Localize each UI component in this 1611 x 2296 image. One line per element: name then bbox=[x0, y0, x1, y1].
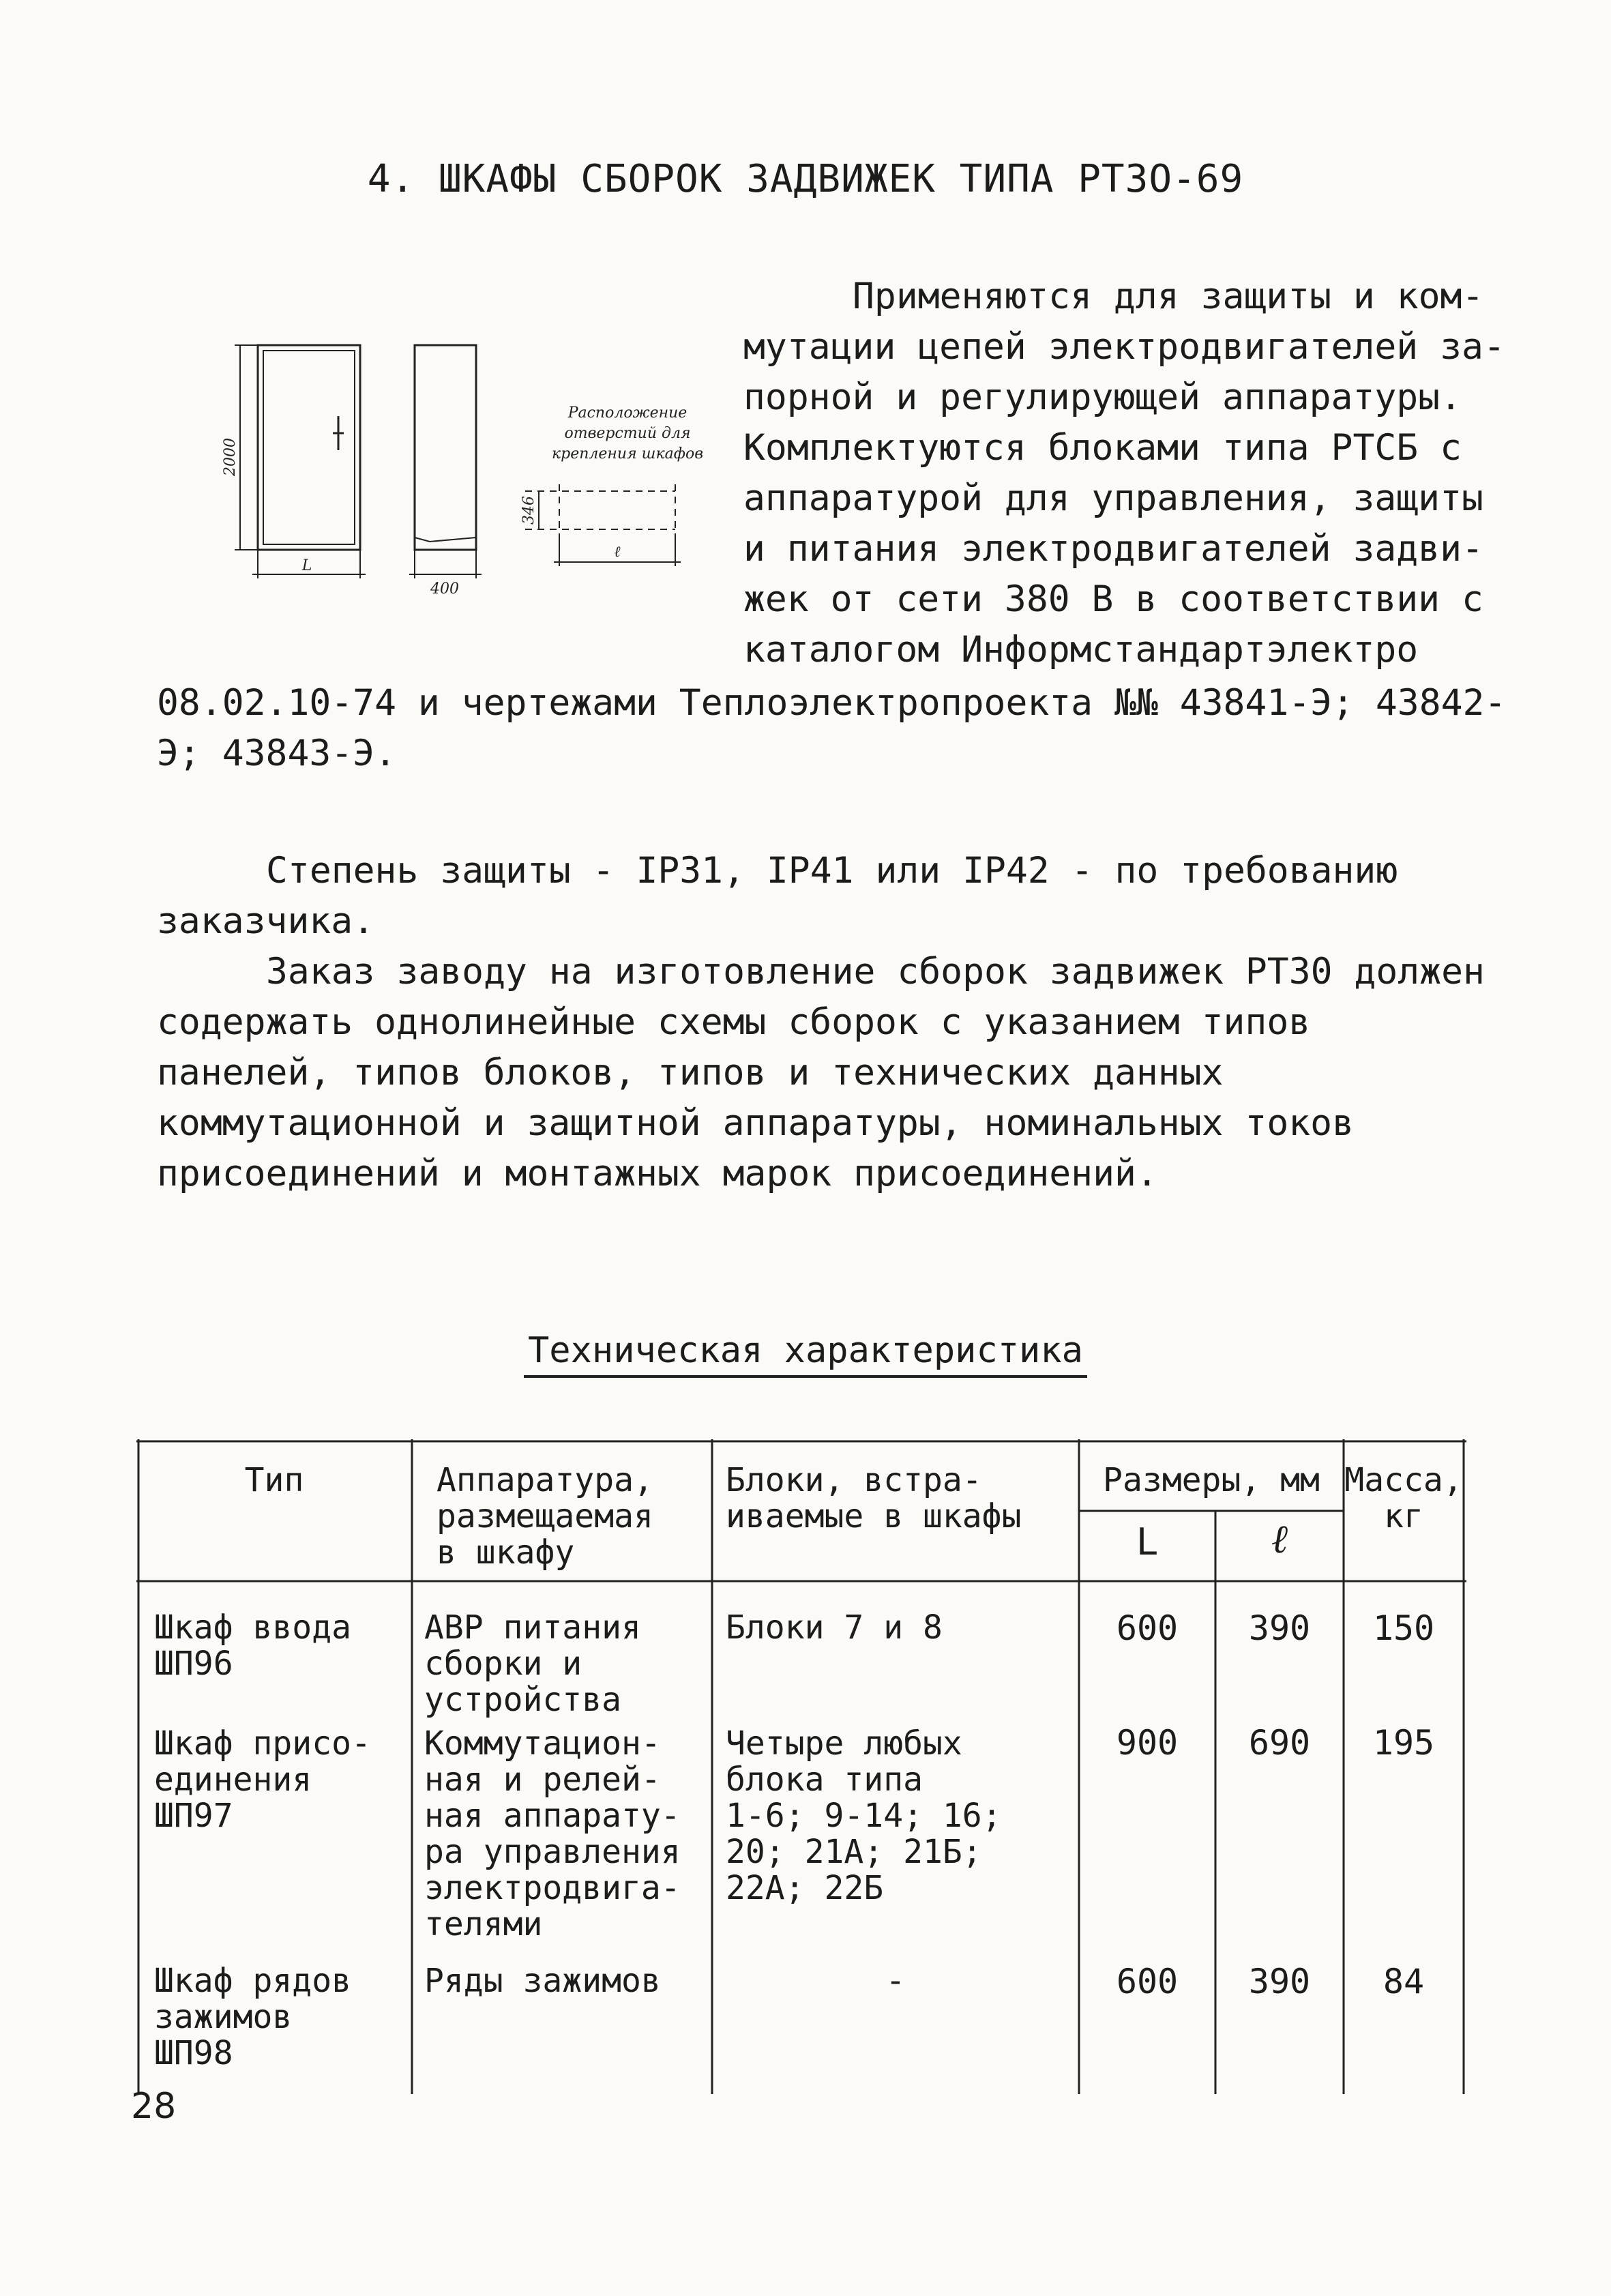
header-L: L bbox=[1136, 1520, 1159, 1563]
row2-mass: 195 bbox=[1372, 1723, 1435, 1763]
row1-mass: 150 bbox=[1372, 1608, 1435, 1648]
intro-line: каталогом Информстандартэлектро bbox=[743, 629, 1419, 671]
spec-table bbox=[136, 1439, 1466, 2094]
intro-continuation: 08.02.10-74 и чертежами Теплоэлектропроекта №№ 43841-Э; 43842-Э; 43843-Э. bbox=[157, 682, 1507, 774]
page-title: 4. ШКАФЫ СБОРОК ЗАДВИЖЕК ТИПА РТЗО-69 bbox=[367, 157, 1244, 201]
side-view bbox=[409, 345, 482, 578]
header-apparatus: Аппаратура, размещаемая в шкафу bbox=[437, 1461, 653, 1572]
dim-height-label: 2000 bbox=[222, 438, 239, 476]
row1-L: 600 bbox=[1116, 1608, 1179, 1648]
intro-line: жек от сети 380 В в соответствии с bbox=[743, 578, 1483, 620]
header-type: Тип bbox=[244, 1461, 304, 1499]
row2-L: 900 bbox=[1116, 1723, 1179, 1763]
intro-line: и питания электродвигателей задви- bbox=[743, 528, 1483, 570]
page-number: 28 bbox=[131, 2086, 177, 2127]
row2-type: Шкаф присо- единения ШП97 bbox=[154, 1724, 371, 1835]
dim-small-label: 346 bbox=[520, 496, 537, 525]
dim-l-label: ℓ bbox=[614, 544, 621, 561]
order-paragraph: Заказ заводу на изготовление сборок задвижек РТ30 должен содержать однолинейные схемы сборок с указанием типов панелей, типов блоков, типов и технических данных коммутационной и защитной аппаратуры, номинальных токов присоединений и монтажных марок присоединений. bbox=[157, 951, 1485, 1194]
row3-mass: 84 bbox=[1383, 1962, 1425, 2001]
hole-layout bbox=[525, 484, 681, 566]
intro-line: мутации цепей электродвигателей за- bbox=[743, 326, 1505, 368]
intro-line: аппаратурой для управления, защиты bbox=[743, 477, 1483, 519]
header-sizes: Размеры, мм bbox=[1103, 1461, 1320, 1499]
dim-depth-label: 400 bbox=[430, 580, 459, 598]
row1-apparatus: АВР питания сборки и устройства bbox=[424, 1608, 641, 1719]
intro-line: Комплектуются блоками типа РТСБ с bbox=[743, 427, 1462, 469]
row3-blocks: - bbox=[885, 1962, 906, 2000]
cabinet-drawing bbox=[205, 321, 723, 607]
row2-l: 690 bbox=[1248, 1723, 1311, 1763]
row1-type: Шкаф ввода ШП96 bbox=[154, 1608, 351, 1683]
row1-l: 390 bbox=[1248, 1608, 1311, 1648]
header-blocks: Блоки, встра- иваемые в шкафы bbox=[726, 1461, 1022, 1535]
row2-blocks: Четыре любых блока типа 1-6; 9-14; 16; 20; 21А; 21Б; 22А; 22Б bbox=[726, 1724, 1002, 1907]
intro-line: Применяются для защиты и ком- bbox=[853, 276, 1484, 317]
row2-apparatus: Коммутацион- ная и релей- ная аппарату- ра управления электродвига- телями bbox=[424, 1724, 681, 1943]
header-mass: Масса, кг bbox=[1344, 1461, 1463, 1535]
table-caption-text: Техническая характеристика bbox=[524, 1330, 1087, 1378]
row3-L: 600 bbox=[1116, 1962, 1179, 2001]
protection-paragraph: Степень защиты - IP31, IP41 или IP42 - по требованию заказчика. bbox=[157, 850, 1398, 942]
row3-apparatus: Ряды зажимов bbox=[424, 1962, 661, 2000]
row3-l: 390 bbox=[1248, 1962, 1311, 2001]
intro-line: порной и регулирующей аппаратуры. bbox=[743, 377, 1462, 418]
intro-paragraph bbox=[743, 271, 1505, 675]
header-l: ℓ bbox=[1271, 1516, 1288, 1562]
dim-width-label: L bbox=[301, 557, 312, 574]
drawing-note-line-2: отверстий для bbox=[564, 425, 691, 442]
row1-blocks: Блоки 7 и 8 bbox=[726, 1608, 943, 1647]
drawing-note-line-1: Расположение bbox=[567, 404, 688, 422]
drawing-note-line-3: крепления шкафов bbox=[551, 445, 704, 462]
table-caption bbox=[0, 1330, 1611, 1371]
front-view bbox=[235, 345, 366, 578]
row3-type: Шкаф рядов зажимов ШП98 bbox=[154, 1962, 351, 2072]
